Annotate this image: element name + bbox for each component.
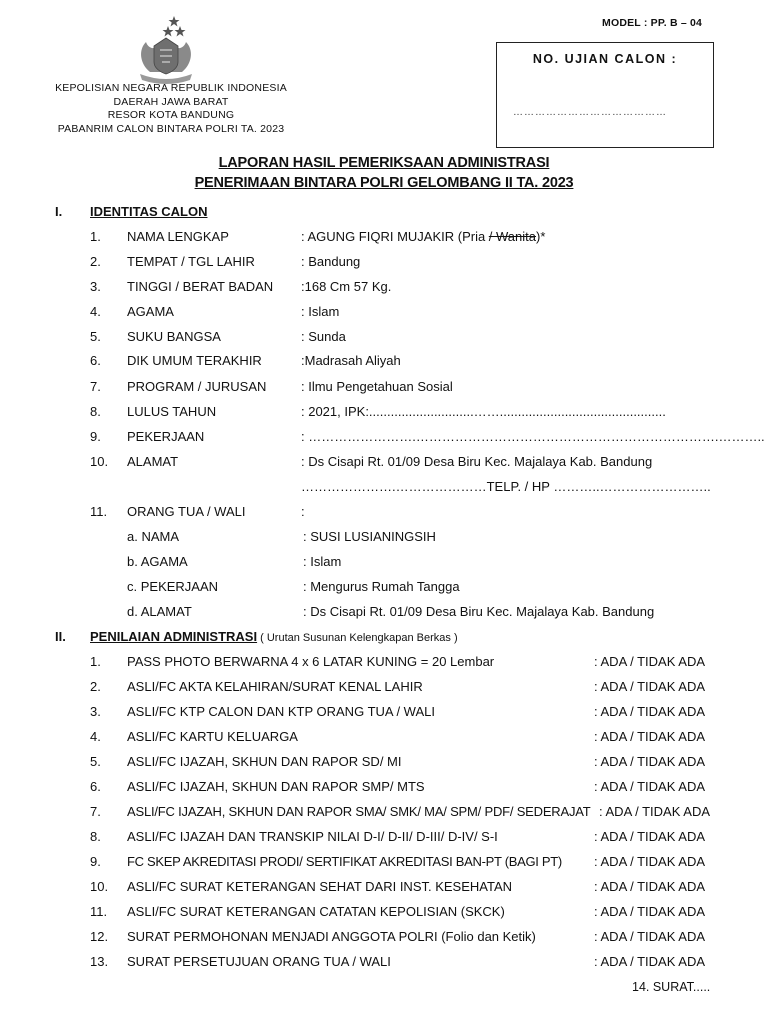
institution-line: DAERAH JAWA BARAT	[113, 95, 229, 108]
document-check-row	[0, 879, 768, 897]
row-value: : Islam	[301, 304, 340, 319]
document-check-row	[0, 654, 768, 672]
police-emblem-logo	[128, 14, 204, 84]
document-check-row	[0, 954, 768, 972]
document-check-row	[0, 929, 768, 947]
row-number: 9.	[90, 429, 101, 444]
document-check-row	[0, 829, 768, 847]
institution-line: PABANRIM CALON BINTARA POLRI TA. 2023	[57, 122, 285, 135]
row-value: : Bandung	[301, 254, 361, 269]
row-status: : ADA / TIDAK ADA	[594, 704, 706, 719]
row-status: : ADA / TIDAK ADA	[594, 854, 706, 869]
row-number: 10.	[90, 879, 109, 894]
name-value: : AGUNG FIQRI MUJAKIR (Pria	[301, 229, 489, 244]
row-status: : ADA / TIDAK ADA	[594, 679, 706, 694]
guardian-label: d. ALAMAT	[127, 604, 192, 619]
row-label: TINGGI / BERAT BADAN	[127, 279, 274, 294]
row-value	[301, 229, 545, 244]
row-label: LULUS TAHUN	[127, 404, 217, 419]
row-label: FC SKEP AKREDITASI PRODI/ SERTIFIKAT AKREDITASI BAN-PT (BAGI PT)	[127, 854, 562, 869]
row-label: TEMPAT / TGL LAHIR	[127, 254, 255, 269]
guardian-row	[0, 604, 768, 622]
gender-strikethrough: / Wanita	[488, 229, 536, 244]
address-phone-row	[0, 479, 768, 497]
section-number: I.	[55, 204, 63, 219]
institution-line: KEPOLISIAN NEGARA REPUBLIK INDONESIA	[55, 82, 287, 94]
guardian-label: b. AGAMA	[127, 554, 188, 569]
page-continuation: 14. SURAT.....	[632, 980, 711, 994]
guardian-label: c. PEKERJAAN	[127, 579, 219, 594]
row-label: PASS PHOTO BERWARNA 4 x 6 LATAR KUNING = 20 Lembar	[127, 654, 495, 669]
row-number: 2.	[90, 679, 101, 694]
guardian-row	[0, 579, 768, 597]
row-label: ASLI/FC SURAT KETERANGAN SEHAT DARI INST. KESEHATAN	[127, 879, 513, 894]
row-label: ASLI/FC IJAZAH DAN TRANSKIP NILAI D-I/ D-II/ D-III/ D-IV/ S-I	[127, 829, 498, 844]
row-value: : 2021, IPK:.............................……..............................................	[301, 404, 666, 419]
row-number: 1.	[90, 229, 101, 244]
document-title-line1: LAPORAN HASIL PEMERIKSAAN ADMINISTRASI	[218, 155, 550, 171]
row-label: NAMA LENGKAP	[127, 229, 229, 244]
row-number: 11.	[90, 504, 108, 519]
row-number: 6.	[90, 779, 101, 794]
row-status: : ADA / TIDAK ADA	[594, 929, 706, 944]
guardian-value: : Ds Cisapi Rt. 01/09 Desa Biru Kec. Majalaya Kab. Bandung	[303, 604, 655, 619]
row-number: 2.	[90, 254, 101, 269]
document-check-row	[0, 754, 768, 772]
identity-row	[0, 379, 768, 397]
identity-row	[0, 353, 768, 371]
row-number: 6.	[90, 353, 101, 368]
row-status: : ADA / TIDAK ADA	[594, 654, 706, 669]
row-number: 8.	[90, 829, 101, 844]
guardian-row	[0, 529, 768, 547]
row-value: : Ds Cisapi Rt. 01/09 Desa Biru Kec. Majalaya Kab. Bandung	[301, 454, 653, 469]
row-number: 12.	[90, 929, 109, 944]
row-label: ASLI/FC KTP CALON DAN KTP ORANG TUA / WALI	[127, 704, 435, 719]
guardian-value: : Mengurus Rumah Tangga	[303, 579, 460, 594]
row-value: :	[301, 504, 305, 519]
identity-row	[0, 304, 768, 322]
row-label: ASLI/FC IJAZAH, SKHUN DAN RAPOR SMA/ SMK/ MA/ SPM/ PDF/ SEDERAJAT	[127, 804, 591, 819]
row-label: ASLI/FC IJAZAH, SKHUN DAN RAPOR SD/ MI	[127, 754, 402, 769]
document-check-row	[0, 729, 768, 747]
section-heading-penilaian	[90, 629, 458, 644]
row-status: : ADA / TIDAK ADA	[599, 804, 711, 819]
row-number: 5.	[90, 329, 101, 344]
row-label: SURAT PERSETUJUAN ORANG TUA / WALI	[127, 954, 391, 969]
name-tail: )*	[536, 229, 546, 244]
row-label: ASLI/FC SURAT KETERANGAN CATATAN KEPOLISIAN (SKCK)	[127, 904, 505, 919]
row-label: DIK UMUM TERAKHIR	[127, 353, 262, 368]
exam-number-blank: ……………………………………	[513, 107, 667, 118]
exam-number-box	[496, 42, 714, 148]
address-phone-line: ………………….…………………TELP. / HP ………..……………………..	[301, 479, 711, 494]
document-title-line2: PENERIMAAN BINTARA POLRI GELOMBANG II TA. 2023	[194, 175, 574, 191]
row-value: : Sunda	[301, 329, 346, 344]
row-number: 1.	[90, 654, 101, 669]
row-label: ASLI/FC IJAZAH, SKHUN DAN RAPOR SMP/ MTS	[127, 779, 425, 794]
row-label: ASLI/FC AKTA KELAHIRAN/SURAT KENAL LAHIR	[127, 679, 423, 694]
row-label: SURAT PERMOHONAN MENJADI ANGGOTA POLRI (Folio dan Ketik)	[127, 929, 536, 944]
guardian-label: a. NAMA	[127, 529, 180, 544]
guardian-row	[0, 554, 768, 572]
guardian-value: : SUSI LUSIANINGSIH	[303, 529, 436, 544]
section-title-penilaian: PENILAIAN ADMINISTRASI	[90, 629, 258, 644]
row-number: 4.	[90, 729, 101, 744]
identity-row	[0, 429, 768, 447]
model-code: MODEL : PP. B – 04	[602, 17, 703, 29]
row-number: 7.	[90, 804, 101, 819]
row-number: 5.	[90, 754, 101, 769]
institution-line: RESOR KOTA BANDUNG	[107, 109, 235, 121]
row-number: 10.	[90, 454, 109, 469]
row-status: : ADA / TIDAK ADA	[594, 904, 706, 919]
document-check-row	[0, 779, 768, 797]
row-status: : ADA / TIDAK ADA	[594, 754, 706, 769]
row-status: : ADA / TIDAK ADA	[594, 729, 706, 744]
row-value: : Ilmu Pengetahuan Sosial	[301, 379, 453, 394]
row-label: PEKERJAAN	[127, 429, 205, 444]
row-number: 11.	[90, 904, 108, 919]
row-number: 13.	[90, 954, 109, 969]
document-check-row	[0, 854, 768, 872]
row-number: 3.	[90, 279, 101, 294]
identity-row	[0, 229, 768, 247]
row-value: :Madrasah Aliyah	[301, 353, 401, 368]
document-check-row	[0, 904, 768, 922]
row-status: : ADA / TIDAK ADA	[594, 829, 706, 844]
identity-row	[0, 254, 768, 272]
row-label: ALAMAT	[127, 454, 179, 469]
row-status: : ADA / TIDAK ADA	[594, 779, 706, 794]
section-title-identitas: IDENTITAS CALON	[90, 204, 208, 219]
row-number: 7.	[90, 379, 101, 394]
identity-row	[0, 404, 768, 422]
identity-row	[0, 279, 768, 297]
section-number: II.	[55, 629, 66, 644]
row-label: ASLI/FC KARTU KELUARGA	[127, 729, 298, 744]
identity-row	[0, 329, 768, 347]
section-note: ( Urutan Susunan Kelengkapan Berkas )	[257, 632, 458, 644]
row-label: PROGRAM / JURUSAN	[127, 379, 267, 394]
identity-row	[0, 504, 768, 522]
row-label: AGAMA	[127, 304, 174, 319]
document-check-row	[0, 704, 768, 722]
institution-header	[52, 82, 290, 136]
row-status: : ADA / TIDAK ADA	[594, 954, 706, 969]
row-value: : …………………….…………………………………………………………….………..	[301, 429, 765, 444]
identity-row	[0, 454, 768, 472]
document-check-row	[0, 804, 768, 822]
row-number: 9.	[90, 854, 101, 869]
row-number: 3.	[90, 704, 101, 719]
guardian-value: : Islam	[303, 554, 342, 569]
row-value: :168 Cm 57 Kg.	[301, 279, 392, 294]
document-check-row	[0, 679, 768, 697]
row-label: SUKU BANGSA	[127, 329, 221, 344]
exam-number-title: NO. UJIAN CALON :	[532, 52, 678, 66]
row-status: : ADA / TIDAK ADA	[594, 879, 706, 894]
row-number: 8.	[90, 404, 101, 419]
row-label: ORANG TUA / WALI	[127, 504, 246, 519]
row-number: 4.	[90, 304, 101, 319]
